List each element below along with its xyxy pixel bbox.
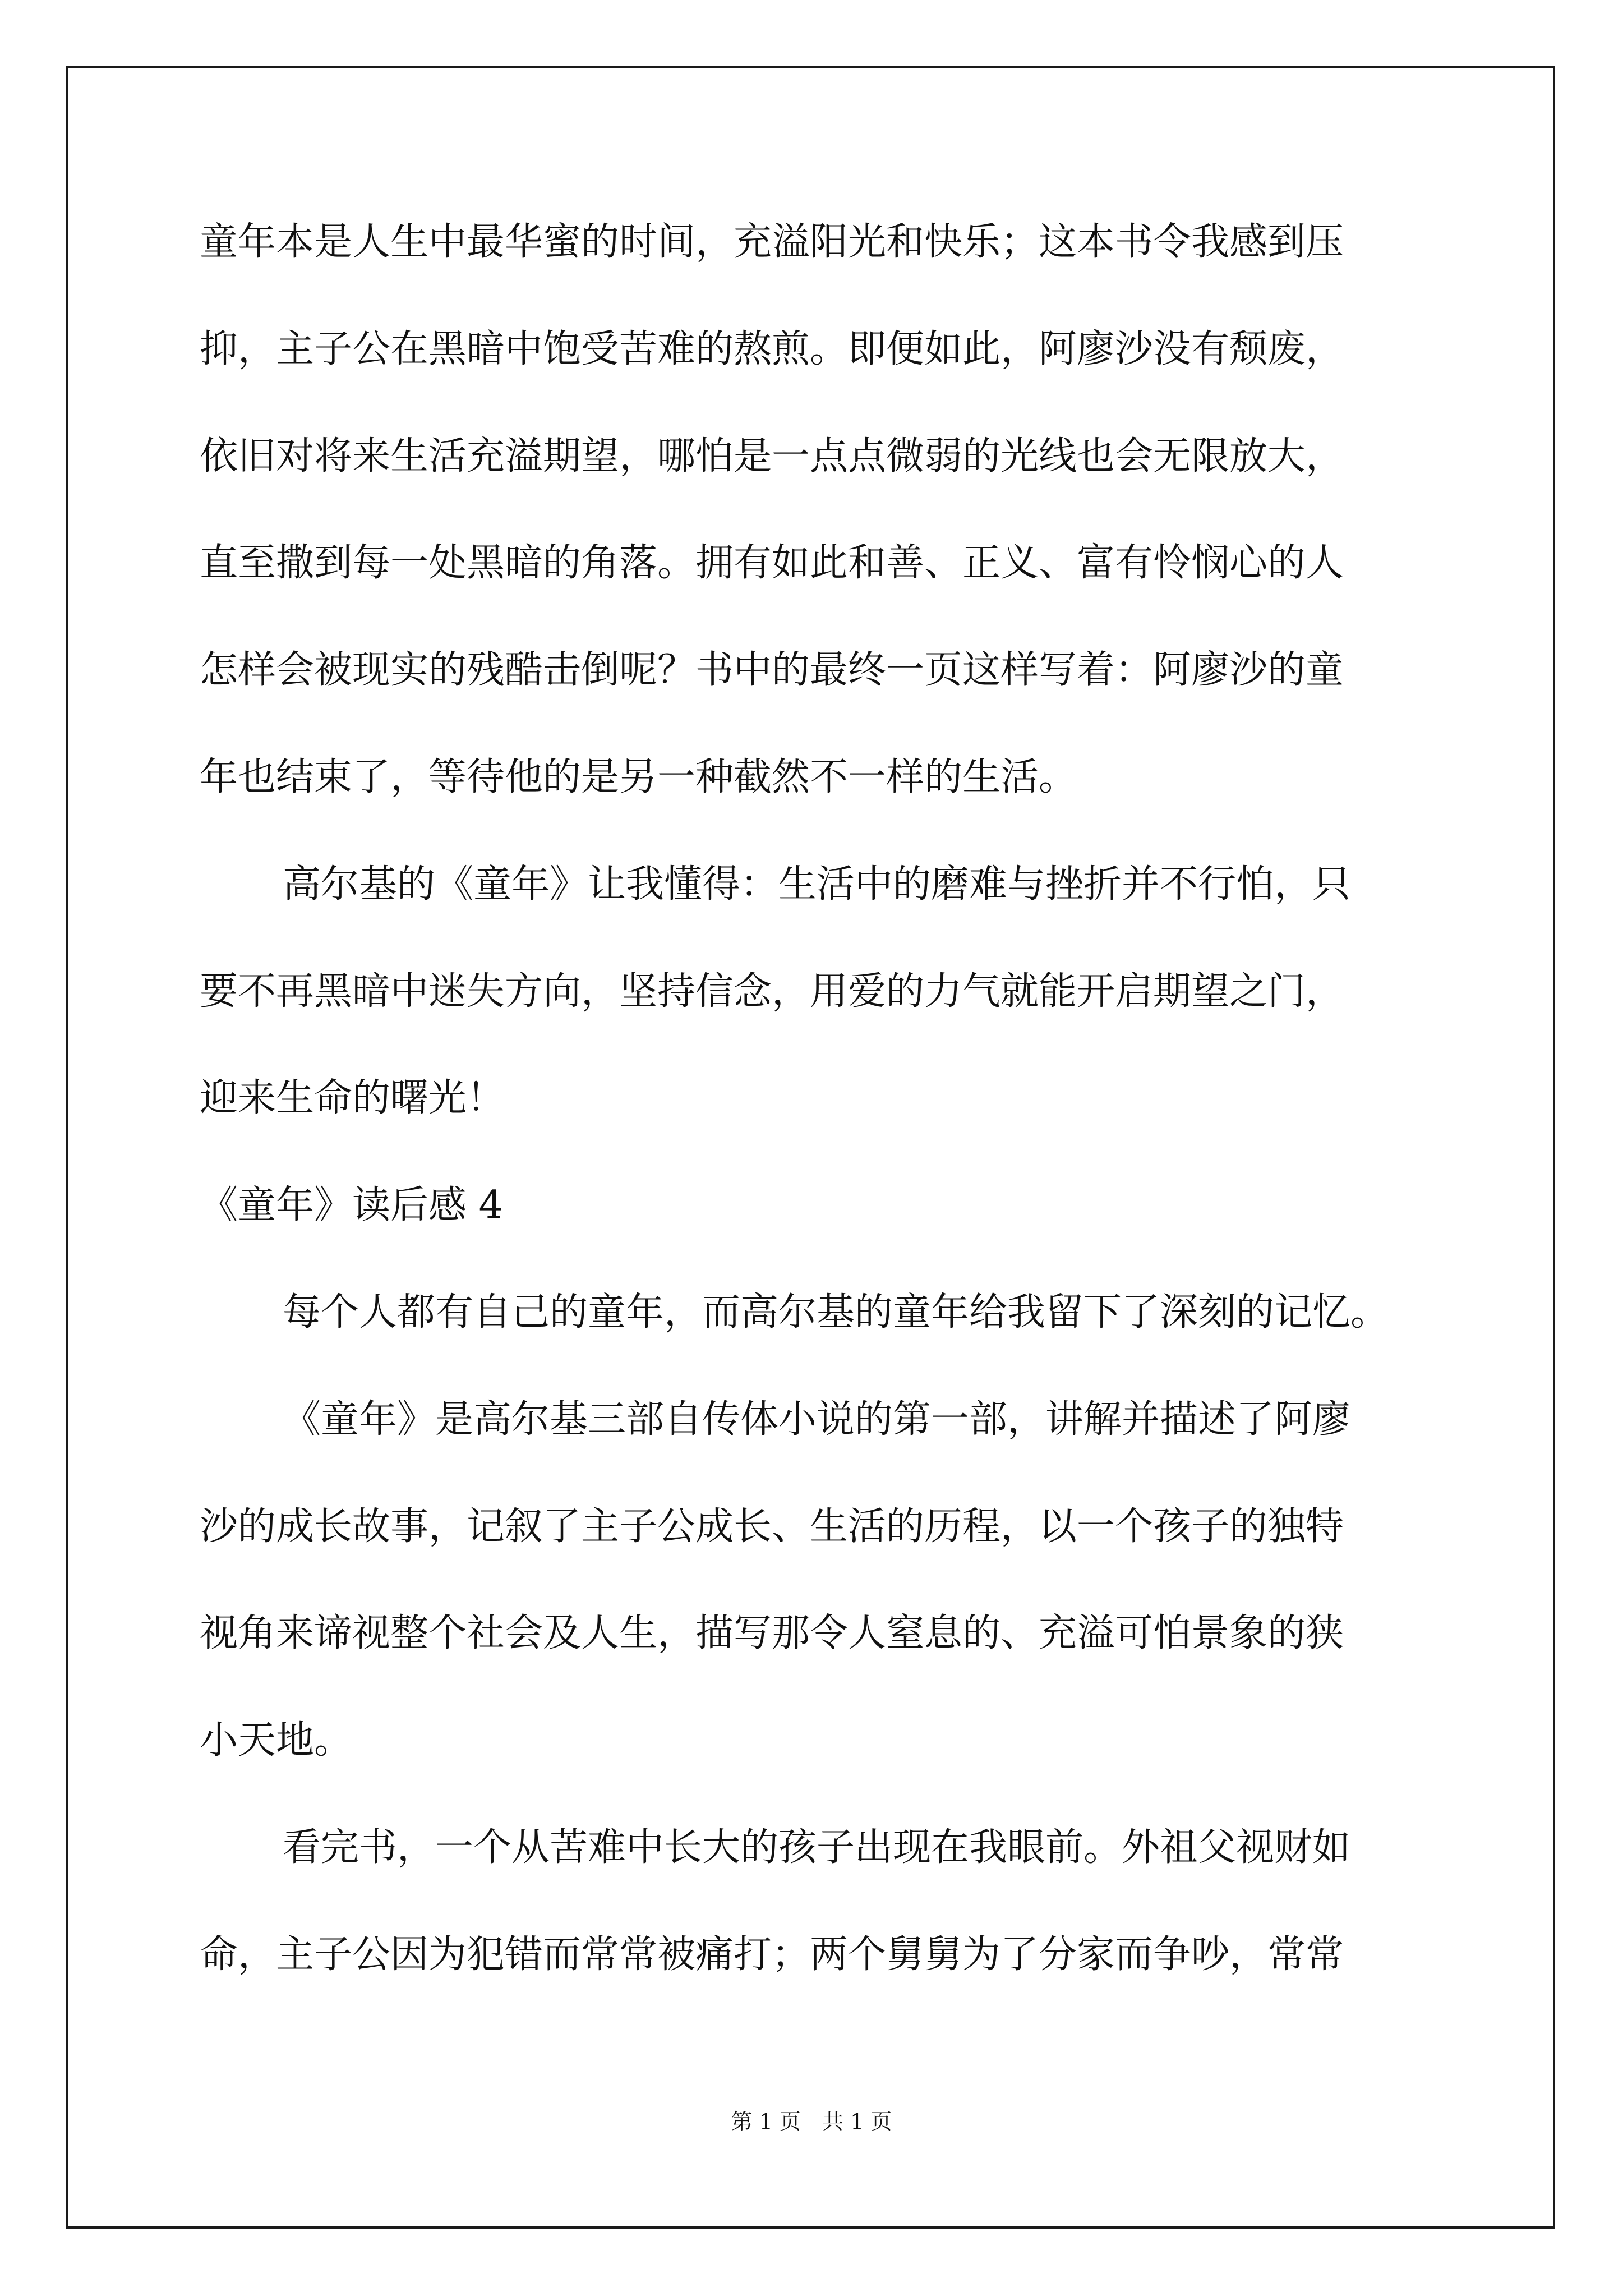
paragraph-line: 视角来谛视整个社会及人生，描写那令人窒息的、充溢可怕景象的狭 [200,1611,1344,1655]
paragraph-line: 年也结束了，等待他的是另一种截然不一样的生活。 [200,755,1077,799]
paragraph-line: 看完书，一个从苦难中长大的孩子出现在我眼前。外祖父视财如 [283,1825,1351,1870]
paragraph-line: 抑，主子公在黑暗中饱受苦难的熬煎。即便如此，阿廖沙没有颓废， [200,327,1344,371]
paragraph-line: 命，主子公因为犯错而常常被痛打；两个舅舅为了分家而争吵，常常 [200,1932,1344,1977]
paragraph-line: 高尔基的《童年》让我懂得：生活中的磨难与挫折并不行怕，只 [283,862,1351,907]
paragraph-line: 直至撒到每一处黑暗的角落。拥有如此和善、正义、富有怜悯心的人 [200,541,1344,585]
paragraph-line: 怎样会被现实的残酷击倒呢？书中的最终一页这样写着：阿廖沙的童 [200,648,1344,692]
paragraph-line: 依旧对将来生活充溢期望，哪怕是一点点微弱的光线也会无限放大， [200,434,1344,478]
paragraph-line: 每个人都有自己的童年，而高尔基的童年给我留下了深刻的记忆。 [283,1290,1389,1335]
paragraph-line: 要不再黑暗中迷失方向，坚持信念，用爱的力气就能开启期望之门， [200,969,1344,1014]
paragraph-line: 小天地。 [200,1718,353,1763]
paragraph-line: 童年本是人生中最华蜜的时间，充溢阳光和快乐；这本书令我感到压 [200,220,1344,264]
section-heading: 《童年》读后感 4 [200,1183,503,1227]
paragraph-line: 迎来生命的曙光！ [200,1076,505,1120]
page-footer: 第 1 页 共 1 页 [731,2109,892,2134]
page-border [66,66,1555,2229]
paragraph-line: 《童年》是高尔基三部自传体小说的第一部，讲解并描述了阿廖 [283,1397,1351,1442]
paragraph-line: 沙的成长故事，记叙了主子公成长、生活的历程，以一个孩子的独特 [200,1504,1344,1549]
